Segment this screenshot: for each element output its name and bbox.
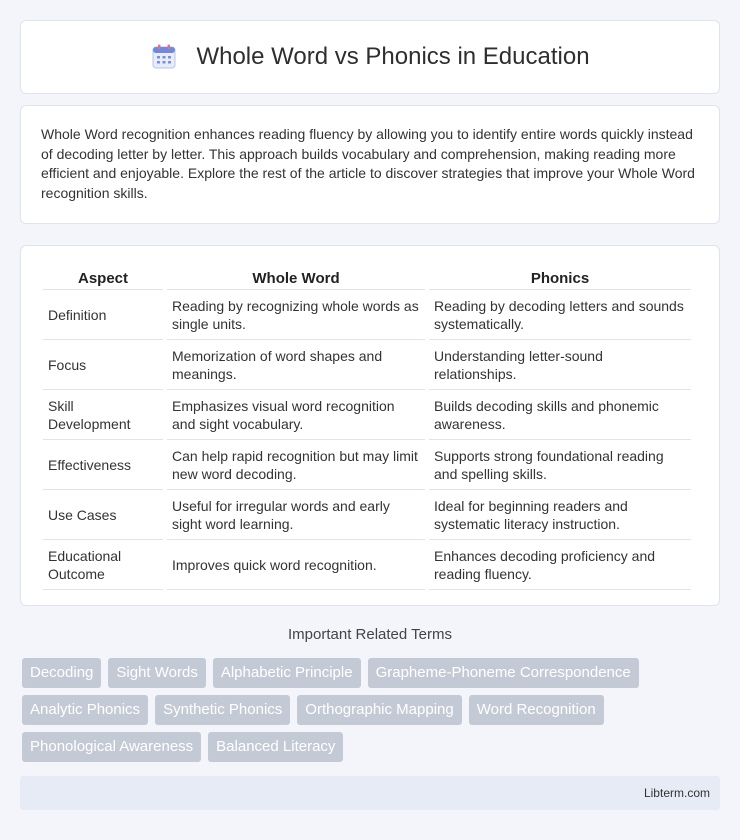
column-header-aspect: Aspect (43, 266, 163, 290)
whole-word-cell: Useful for irregular words and early sight word learning. (167, 492, 425, 540)
phonics-cell: Enhances decoding proficiency and reading fluency. (429, 542, 691, 590)
related-term-tag[interactable]: Decoding (22, 658, 101, 688)
aspect-cell: Definition (43, 292, 163, 340)
related-term-tag[interactable]: Sight Words (108, 658, 205, 688)
table-row (43, 542, 691, 590)
footer-site-link[interactable]: Libterm.com (643, 786, 710, 800)
page-title: Whole Word vs Phonics in Education (196, 43, 590, 70)
related-term-tag[interactable]: Synthetic Phonics (155, 695, 290, 725)
aspect-cell: Use Cases (43, 492, 163, 540)
intro-card (20, 105, 720, 224)
aspect-cell: Effectiveness (43, 442, 163, 490)
phonics-cell: Ideal for beginning readers and systematic literacy instruction. (429, 492, 691, 540)
comparison-table-card (20, 245, 720, 606)
footer (20, 776, 720, 810)
related-term-tag[interactable]: Alphabetic Principle (213, 658, 361, 688)
intro-text: Whole Word recognition enhances reading fluency by allowing you to identify entire words quickly instead of decoding letter by letter. This approach builds vocabulary and comprehension, making reading more efficient and enjoyable. Explore the rest of the article to discover strategies that improve your Whole Word recognition skills. (41, 126, 695, 201)
phonics-cell: Understanding letter-sound relationships. (429, 342, 691, 390)
table-row (43, 442, 691, 490)
column-header-phonics: Phonics (429, 266, 691, 290)
related-term-tag[interactable]: Analytic Phonics (22, 695, 148, 725)
whole-word-cell: Can help rapid recognition but may limit new word decoding. (167, 442, 425, 490)
phonics-cell: Reading by decoding letters and sounds systematically. (429, 292, 691, 340)
aspect-cell: Skill Development (43, 392, 163, 440)
table-header-row (43, 266, 691, 290)
table-row (43, 392, 691, 440)
aspect-cell: Focus (43, 342, 163, 390)
related-term-tag[interactable]: Phonological Awareness (22, 732, 201, 762)
whole-word-cell: Improves quick word recognition. (167, 542, 425, 590)
whole-word-cell: Emphasizes visual word recognition and sight vocabulary. (167, 392, 425, 440)
aspect-cell: Educational Outcome (43, 542, 163, 590)
comparison-table (39, 264, 695, 592)
related-terms-list (22, 658, 702, 769)
phonics-cell: Supports strong foundational reading and spelling skills. (429, 442, 691, 490)
related-term-tag[interactable]: Balanced Literacy (208, 732, 343, 762)
related-terms-title: Important Related Terms (288, 626, 452, 643)
table-row (43, 292, 691, 340)
table-row (43, 492, 691, 540)
related-term-tag[interactable]: Grapheme-Phoneme Correspondence (368, 658, 639, 688)
whole-word-cell: Memorization of word shapes and meanings. (167, 342, 425, 390)
calendar-icon (150, 43, 178, 71)
title-card (20, 20, 720, 94)
column-header-whole-word: Whole Word (167, 266, 425, 290)
related-term-tag[interactable]: Orthographic Mapping (297, 695, 461, 725)
table-row (43, 342, 691, 390)
related-term-tag[interactable]: Word Recognition (469, 695, 604, 725)
phonics-cell: Builds decoding skills and phonemic awareness. (429, 392, 691, 440)
whole-word-cell: Reading by recognizing whole words as single units. (167, 292, 425, 340)
